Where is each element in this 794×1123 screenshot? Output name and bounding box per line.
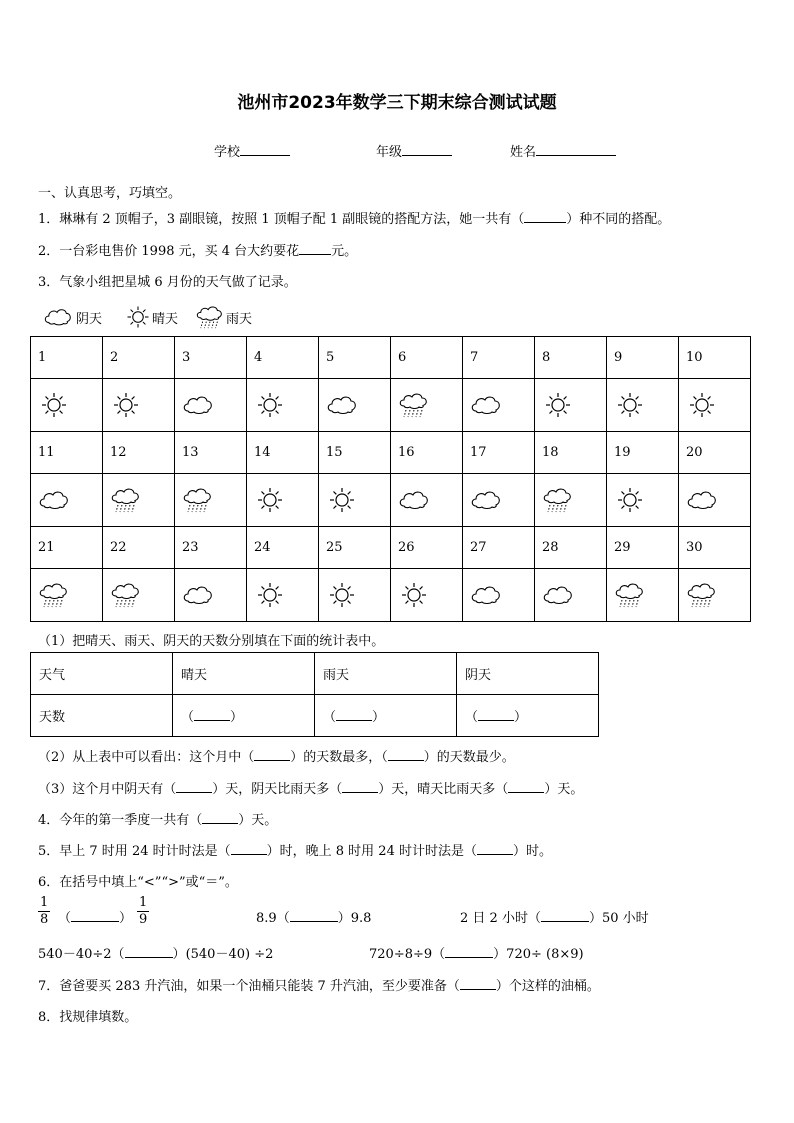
sun-icon <box>614 392 646 418</box>
day-number-cell: 13 <box>175 432 247 474</box>
compare-item-5: 720÷8÷9（ ）720÷ (8×9) <box>369 943 584 962</box>
grade-label: 年级 <box>376 145 403 160</box>
weather-cell <box>679 569 751 622</box>
question-3-1: （1）把晴天、雨天、阴天的天数分别填在下面的统计表中。 <box>38 634 385 649</box>
day-number-cell: 27 <box>463 527 535 569</box>
rain-icon <box>614 582 646 608</box>
day-number-cell: 16 <box>391 432 463 474</box>
answer-blank[interactable] <box>388 747 424 761</box>
weather-cell <box>31 569 103 622</box>
rain-icon <box>110 487 142 513</box>
weather-cell <box>175 569 247 622</box>
rain-icon <box>398 392 430 418</box>
day-number-cell: 3 <box>175 337 247 379</box>
compare-item-2: 8.9（ ）9.8 <box>256 907 371 926</box>
day-number-cell: 1 <box>31 337 103 379</box>
cloudy-icon <box>40 305 76 329</box>
day-number-cell: 17 <box>463 432 535 474</box>
day-number-cell: 24 <box>247 527 319 569</box>
answer-blank[interactable] <box>299 241 331 255</box>
fraction-one-ninth: $\frac{1}{9}$ <box>139 895 148 927</box>
answer-blank[interactable] <box>460 976 496 990</box>
sun-icon <box>326 487 358 513</box>
day-number-cell: 29 <box>607 527 679 569</box>
day-number-cell: 11 <box>31 432 103 474</box>
stats-cell-rainy[interactable]: （ ） <box>315 695 457 737</box>
rain-icon <box>686 582 718 608</box>
sun-icon <box>542 392 574 418</box>
cloudy-icon <box>38 487 70 513</box>
day-number-cell: 28 <box>535 527 607 569</box>
weather-cell <box>463 474 535 527</box>
school-label: 学校 <box>214 145 241 160</box>
answer-blank[interactable] <box>254 747 290 761</box>
answer-blank[interactable] <box>508 779 544 793</box>
answer-blank[interactable] <box>541 908 589 922</box>
section-heading: 一、认真思考，巧填空。 <box>38 186 182 201</box>
weather-cell <box>679 474 751 527</box>
weather-cell <box>175 379 247 432</box>
day-number-cell: 4 <box>247 337 319 379</box>
sun-icon <box>254 487 286 513</box>
answer-blank[interactable] <box>524 209 566 223</box>
question-6: 6．在括号中填上“<”“>”或“＝”。 <box>38 875 238 890</box>
cloudy-icon <box>182 582 214 608</box>
weather-cell <box>391 379 463 432</box>
stats-row-label: 天数 <box>31 695 173 737</box>
question-3-2: （2）从上表中可以看出：这个月中（ ）的天数最多，（ ）的天数最少。 <box>38 746 515 765</box>
cloudy-icon <box>470 392 502 418</box>
compare-blank-1[interactable]: （ ） <box>58 907 132 926</box>
day-number-cell: 2 <box>103 337 175 379</box>
cloudy-icon <box>326 392 358 418</box>
weather-cell <box>31 474 103 527</box>
fraction-one-eighth: $\frac{1}{8}$ <box>40 895 49 927</box>
cloudy-icon <box>398 487 430 513</box>
weather-table <box>30 336 751 622</box>
grade-blank[interactable] <box>402 142 452 156</box>
weather-cell <box>319 379 391 432</box>
day-number-cell: 25 <box>319 527 391 569</box>
day-number-cell: 14 <box>247 432 319 474</box>
weather-cell <box>175 474 247 527</box>
cloudy-icon <box>686 487 718 513</box>
sun-icon <box>38 392 70 418</box>
day-number-cell: 18 <box>535 432 607 474</box>
day-number-cell: 26 <box>391 527 463 569</box>
question-5: 5．早上 7 时用 24 时计时法是（ ）时，晚上 8 时用 24 时计时法是（ ）时。 <box>38 840 552 859</box>
answer-blank[interactable] <box>342 779 378 793</box>
weather-cell <box>535 569 607 622</box>
stats-table <box>30 652 599 737</box>
question-2: 2．一台彩电售价 1998 元，买 4 台大约要花 元。 <box>38 240 357 259</box>
stats-cell-sunny[interactable]: （ ） <box>173 695 315 737</box>
sun-icon <box>124 305 152 329</box>
weather-cell <box>247 569 319 622</box>
rain-icon <box>182 487 214 513</box>
cloudy-icon <box>470 582 502 608</box>
day-number-cell: 22 <box>103 527 175 569</box>
weather-cell <box>247 474 319 527</box>
day-number-cell: 9 <box>607 337 679 379</box>
day-number-cell: 12 <box>103 432 175 474</box>
sun-icon <box>326 582 358 608</box>
day-number-cell: 7 <box>463 337 535 379</box>
day-number-cell: 30 <box>679 527 751 569</box>
school-blank[interactable] <box>240 142 290 156</box>
sun-icon <box>254 582 286 608</box>
rain-icon <box>542 487 574 513</box>
stats-cell-cloudy[interactable]: （ ） <box>457 695 599 737</box>
weather-cell <box>463 569 535 622</box>
legend-cloudy: 阴天 <box>76 311 103 327</box>
cloudy-icon <box>182 392 214 418</box>
day-number-cell: 20 <box>679 432 751 474</box>
day-number-cell: 19 <box>607 432 679 474</box>
legend-sunny: 晴天 <box>152 311 179 327</box>
question-3-3: （3）这个月中阴天有（ ）天，阴天比雨天多（ ）天，晴天比雨天多（ ）天。 <box>38 778 583 797</box>
sun-icon <box>110 392 142 418</box>
weather-cell <box>319 569 391 622</box>
answer-blank[interactable] <box>445 944 493 958</box>
school-field[interactable] <box>214 141 290 160</box>
sun-icon <box>614 487 646 513</box>
sun-icon <box>398 582 430 608</box>
day-number-cell: 15 <box>319 432 391 474</box>
question-4: 4．今年的第一季度一共有（ ）天。 <box>38 809 277 828</box>
answer-blank[interactable] <box>290 908 338 922</box>
weather-cell <box>607 379 679 432</box>
answer-blank[interactable] <box>231 841 267 855</box>
weather-cell <box>391 474 463 527</box>
question-7: 7．爸爸要买 283 升汽油，如果一个油桶只能装 7 升汽油，至少要准备（ ）个这样的油桶。 <box>38 975 600 994</box>
stats-header-weather: 天气 <box>31 653 173 695</box>
weather-cell <box>535 474 607 527</box>
name-field[interactable] <box>510 141 616 160</box>
weather-legend <box>40 305 252 329</box>
rain-icon <box>38 582 70 608</box>
weather-cell <box>103 569 175 622</box>
cloudy-icon <box>470 487 502 513</box>
weather-cell <box>103 379 175 432</box>
day-number-cell: 23 <box>175 527 247 569</box>
day-number-cell: 8 <box>535 337 607 379</box>
weather-cell <box>391 569 463 622</box>
weather-cell <box>607 474 679 527</box>
name-blank[interactable] <box>536 142 616 156</box>
compare-item-4: 540－40÷2（ ）(540－40) ÷2 <box>38 943 273 962</box>
answer-blank[interactable] <box>176 779 212 793</box>
name-label: 姓名 <box>510 145 537 160</box>
compare-item-3: 2 日 2 小时（ ）50 小时 <box>460 907 649 926</box>
day-number-cell: 6 <box>391 337 463 379</box>
sun-icon <box>254 392 286 418</box>
weather-cell <box>103 474 175 527</box>
weather-cell <box>463 379 535 432</box>
weather-cell <box>535 379 607 432</box>
day-number-cell: 5 <box>319 337 391 379</box>
question-8: 8．找规律填数。 <box>38 1010 138 1025</box>
weather-cell <box>607 569 679 622</box>
answer-blank[interactable] <box>125 944 173 958</box>
weather-cell <box>247 379 319 432</box>
question-1: 1．琳琳有 2 顶帽子，3 副眼镜，按照 1 顶帽子配 1 副眼镜的搭配方法，她一共有（ ）种不同的搭配。 <box>38 208 670 227</box>
legend-rainy: 雨天 <box>226 311 253 327</box>
stats-header-sunny: 晴天 <box>173 653 315 695</box>
weather-cell <box>679 379 751 432</box>
answer-blank[interactable] <box>477 841 513 855</box>
question-3: 3．气象小组把星城 6 月份的天气做了记录。 <box>38 275 297 290</box>
page-title: 池州市2023年数学三下期末综合测试试题 <box>237 93 557 113</box>
sun-icon <box>686 392 718 418</box>
rain-icon <box>194 305 226 329</box>
day-number-cell: 10 <box>679 337 751 379</box>
stats-header-rainy: 雨天 <box>315 653 457 695</box>
weather-cell <box>319 474 391 527</box>
day-number-cell: 21 <box>31 527 103 569</box>
answer-blank[interactable] <box>202 810 238 824</box>
cloudy-icon <box>542 582 574 608</box>
grade-field[interactable] <box>376 141 452 160</box>
weather-cell <box>31 379 103 432</box>
rain-icon <box>110 582 142 608</box>
stats-header-cloudy: 阴天 <box>457 653 599 695</box>
